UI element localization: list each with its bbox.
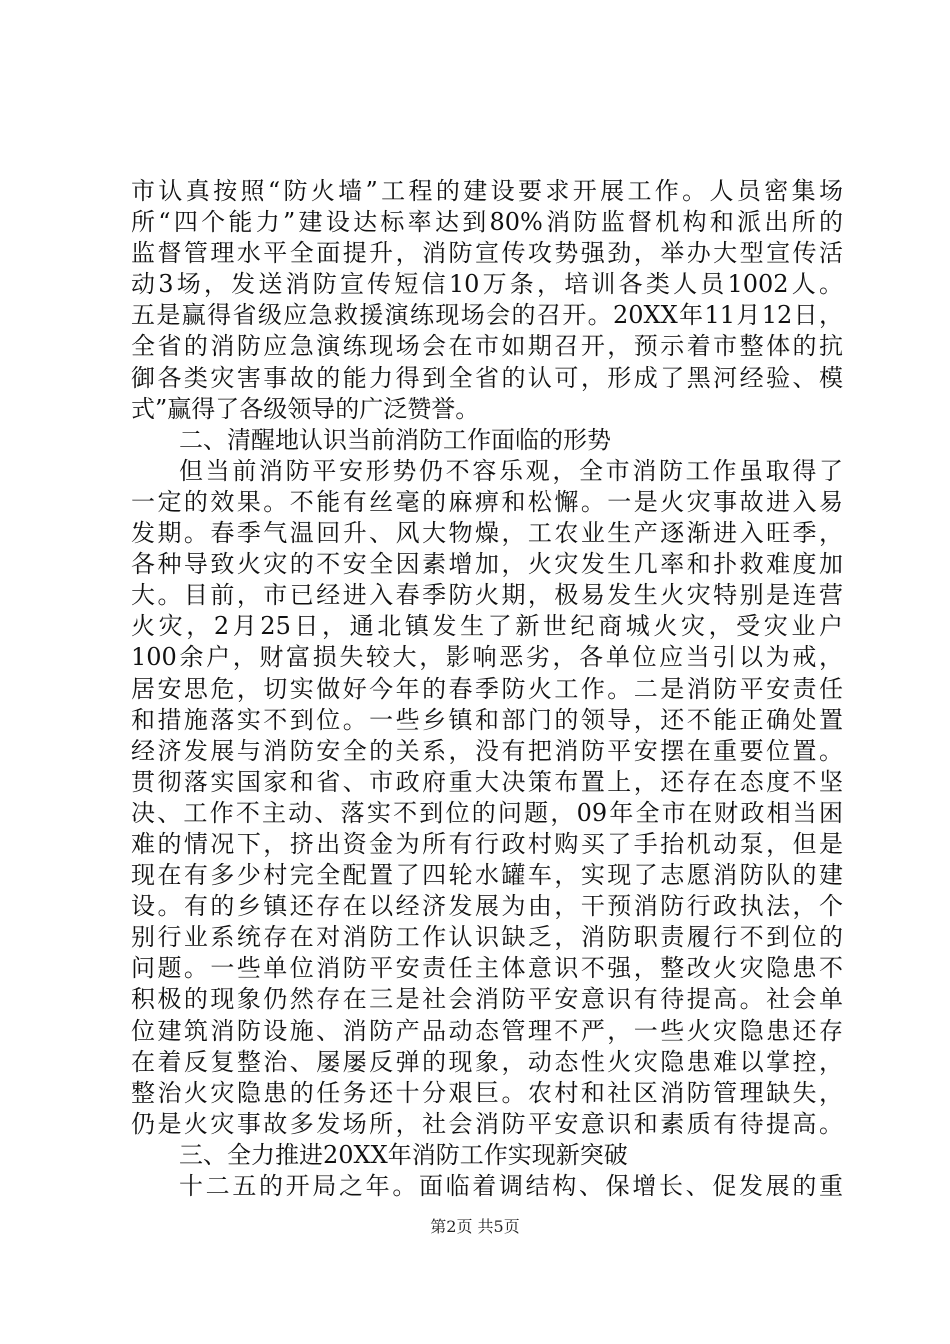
text-line: 所“四个能力”建设达标率达到80%消防监督机构和派出所的 <box>131 208 843 237</box>
text-line: 三、全力推进20XX年消防工作实现新突破 <box>179 1140 628 1169</box>
text-line: 决、工作不主动、落实不到位的问题，09年全市在财政相当困 <box>131 798 843 827</box>
text-line: 十二五的开局之年。面临着调结构、保增长、促发展的重 <box>179 1172 843 1200</box>
text-line: 居安思危，切实做好今年的春季防火工作。二是消防平安责任 <box>131 674 843 703</box>
text-line: 火灾，2月25日，通北镇发生了新世纪商城火灾，受灾业户 <box>131 612 843 641</box>
text-line: 仍是火灾事故多发场所，社会消防平安意识和素质有待提高。 <box>131 1109 843 1138</box>
text-line: 大。目前，市已经进入春季防火期，极易发生火灾特别是连营 <box>131 581 843 610</box>
text-line: 御各类灾害事故的能力得到全省的认可，形成了黑河经验、模 <box>131 363 843 392</box>
text-line: 难的情况下，挤出资金为所有行政村购买了手抬机动泵，但是 <box>131 829 843 858</box>
text-line: 发期。春季气温回升、风大物燥，工农业生产逐渐进入旺季， <box>131 519 843 548</box>
text-line: 设。有的乡镇还存在以经济发展为由，干预消防行政执法，个 <box>131 892 843 921</box>
text-line: 市认真按照“防火墙”工程的建设要求开展工作。人员密集场 <box>131 177 843 205</box>
text-line: 一定的效果。不能有丝毫的麻痹和松懈。一是火灾事故进入易 <box>131 487 843 516</box>
text-line: 但当前消防平安形势仍不容乐观，全市消防工作虽取得了 <box>179 456 843 485</box>
text-line: 动3场，发送消防宣传短信10万条，培训各类人员1002人。 <box>131 270 843 299</box>
text-line: 别行业系统存在对消防工作认识缺乏，消防职责履行不到位的 <box>131 923 843 952</box>
document-body <box>131 176 843 1202</box>
page-footer: 第2页 共5页 <box>430 1217 520 1236</box>
text-line: 整治火灾隐患的任务还十分艰巨。农村和社区消防管理缺失， <box>131 1078 843 1107</box>
text-line: 各种导致火灾的不安全因素增加，火灾发生几率和扑救难度加 <box>131 550 843 579</box>
text-line: 式”赢得了各级领导的广泛赞誉。 <box>131 394 480 423</box>
text-line: 经济发展与消防安全的关系，没有把消防平安摆在重要位置。 <box>131 736 843 765</box>
text-line: 在着反复整治、屡屡反弹的现象，动态性火灾隐患难以掌控， <box>131 1047 843 1076</box>
text-line: 和措施落实不到位。一些乡镇和部门的领导，还不能正确处置 <box>131 705 843 734</box>
text-line: 五是赢得省级应急救援演练现场会的召开。20XX年11月12日， <box>131 301 843 330</box>
text-line: 现在有多少村完全配置了四轮水罐车，实现了志愿消防队的建 <box>131 861 843 890</box>
text-line: 全省的消防应急演练现场会在市如期召开，预示着市整体的抗 <box>131 332 843 361</box>
text-line: 100余户，财富损失较大，影响恶劣，各单位应当引以为戒， <box>131 643 843 672</box>
text-line: 二、清醒地认识当前消防工作面临的形势 <box>179 425 611 454</box>
text-line: 问题。一些单位消防平安责任主体意识不强，整改火灾隐患不 <box>131 954 843 983</box>
text-line: 贯彻落实国家和省、市政府重大决策布置上，还存在态度不坚 <box>131 767 843 796</box>
text-line: 位建筑消防设施、消防产品动态管理不严，一些火灾隐患还存 <box>131 1016 843 1045</box>
text-line: 监督管理水平全面提升，消防宣传攻势强劲，举办大型宣传活 <box>131 239 843 268</box>
text-line: 积极的现象仍然存在三是社会消防平安意识有待提高。社会单 <box>131 985 843 1014</box>
